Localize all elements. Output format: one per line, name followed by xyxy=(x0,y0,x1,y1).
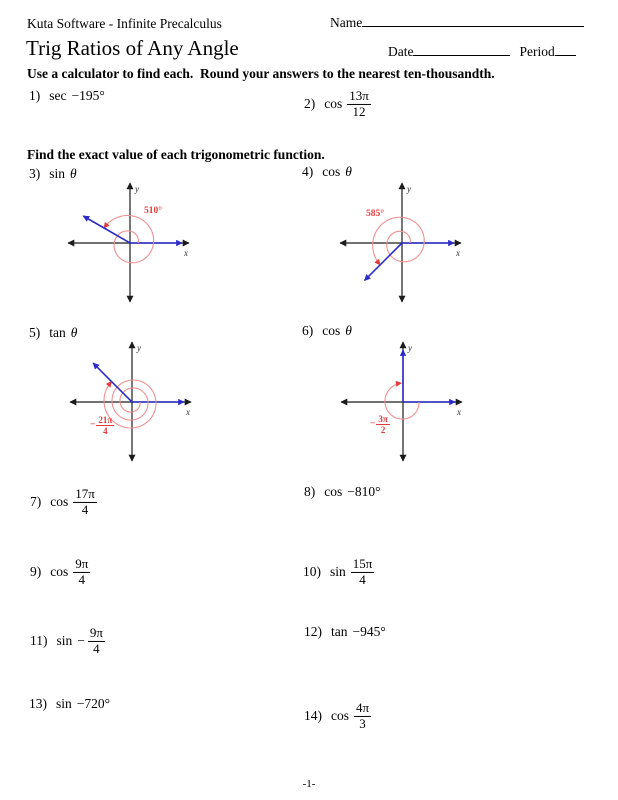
fraction-stack xyxy=(73,487,97,517)
problem-number: 6) xyxy=(302,323,314,338)
trig-function-name: tan xyxy=(49,325,66,340)
x-axis-label: x xyxy=(457,407,461,417)
argument-value: −945° xyxy=(352,624,386,639)
trig-function-name: cos xyxy=(324,96,343,111)
angle-diagram-3 xyxy=(64,179,194,307)
argument-value: θ xyxy=(345,323,352,338)
y-axis-label: y xyxy=(407,184,411,194)
fraction xyxy=(347,89,371,119)
fraction-denominator: 2 xyxy=(376,424,389,435)
trig-function-name: sin xyxy=(330,564,346,579)
name-field xyxy=(330,13,584,31)
date-label: Date xyxy=(388,44,414,59)
argument-value: 510° xyxy=(144,206,163,216)
fraction xyxy=(90,415,114,437)
problem-number: 3) xyxy=(29,166,41,181)
problem-1 xyxy=(29,88,105,104)
date-blank-line xyxy=(413,42,510,56)
date-period-field xyxy=(388,42,576,60)
argument-value: θ xyxy=(345,164,352,179)
rotation-spiral xyxy=(373,217,425,265)
rotation-spiral xyxy=(385,383,419,419)
minus-sign: − xyxy=(77,633,85,648)
problem-number: 9) xyxy=(30,564,42,579)
fraction-numerator: 15π xyxy=(352,555,373,571)
problem-number: 7) xyxy=(30,494,42,509)
fraction-stack xyxy=(96,415,114,437)
trig-function-name: sec xyxy=(49,88,67,103)
problem-number: 12) xyxy=(304,624,322,639)
trig-function-name: cos xyxy=(331,708,349,723)
problem-number: 13) xyxy=(29,696,47,711)
problem-number: 5) xyxy=(29,325,41,340)
problem-11 xyxy=(30,626,105,656)
fraction xyxy=(73,487,97,517)
y-axis-label: y xyxy=(137,343,141,353)
fraction xyxy=(370,414,390,436)
fraction-denominator: 3 xyxy=(354,716,371,732)
rotation-spiral xyxy=(104,215,154,262)
fraction-numerator: 13π xyxy=(349,87,369,103)
minus-sign: − xyxy=(90,420,96,431)
argument-value: −195° xyxy=(71,88,105,103)
problem-number: 4) xyxy=(302,164,314,179)
angle-diagram-4 xyxy=(336,179,466,307)
angle-diagram-svg xyxy=(336,179,466,307)
problem-12 xyxy=(304,624,386,640)
argument-value: θ xyxy=(70,166,77,181)
fraction xyxy=(354,701,371,731)
x-axis-label: x xyxy=(184,248,188,258)
fraction-numerator: 9π xyxy=(75,555,89,571)
angle-diagram-svg xyxy=(337,338,467,466)
problem-7 xyxy=(30,487,97,517)
name-blank-line xyxy=(362,13,584,27)
problem-number: 2) xyxy=(304,96,316,111)
worksheet-title: Trig Ratios of Any Angle xyxy=(26,36,239,60)
problem-10 xyxy=(303,557,374,587)
fraction-numerator: 21π xyxy=(98,415,113,425)
name-label: Name xyxy=(330,15,363,30)
problem-number: 10) xyxy=(303,564,321,579)
fraction xyxy=(73,557,90,587)
instruction-exact: Find the exact value of each trigonometric function. xyxy=(27,147,325,162)
problem-number: 11) xyxy=(30,633,48,648)
terminal-side-ray xyxy=(83,216,130,243)
terminal-side-ray xyxy=(365,243,402,280)
trig-function-name: tan xyxy=(331,624,348,639)
trig-function-name: cos xyxy=(50,494,69,509)
period-blank-line xyxy=(555,42,576,56)
angle-measure-label xyxy=(370,414,390,436)
trig-function-name: sin xyxy=(56,633,73,648)
trig-function-name: cos xyxy=(322,164,341,179)
argument-value: θ xyxy=(70,325,78,340)
page-number: -1- xyxy=(302,778,316,790)
angle-measure-label xyxy=(90,415,114,437)
problem-number: 8) xyxy=(304,484,316,499)
problem-6 xyxy=(302,323,352,339)
fraction-denominator: 4 xyxy=(73,502,97,518)
trig-function-name: cos xyxy=(322,323,341,338)
fraction-denominator: 4 xyxy=(96,425,114,436)
fraction-numerator: 4π xyxy=(356,699,370,715)
fraction-stack xyxy=(351,557,375,587)
fraction-stack xyxy=(376,414,389,436)
problem-13 xyxy=(29,696,110,712)
fraction-numerator: 17π xyxy=(75,485,95,501)
argument-value: −720° xyxy=(76,696,111,711)
problem-2 xyxy=(304,89,371,119)
fraction-stack xyxy=(73,557,90,587)
period-label: Period xyxy=(519,44,555,59)
instruction-calculator: Use a calculator to find each. Round your answers to the nearest ten-thousandth. xyxy=(27,66,495,81)
angle-diagram-svg xyxy=(64,179,194,307)
angle-diagram-5 xyxy=(66,338,196,466)
trig-function-name: cos xyxy=(50,564,69,579)
trig-function-name: sin xyxy=(56,696,72,711)
minus-sign: − xyxy=(370,419,376,430)
trig-function-name: cos xyxy=(324,484,343,499)
y-axis-label: y xyxy=(135,184,139,194)
fraction-numerator: 9π xyxy=(89,624,103,640)
fraction-stack xyxy=(354,701,371,731)
fraction-denominator: 4 xyxy=(351,572,375,588)
angle-diagram-svg xyxy=(66,338,196,466)
problem-number: 14) xyxy=(304,708,322,723)
argument-value: −810° xyxy=(347,484,381,499)
x-axis-label: x xyxy=(456,248,460,258)
y-axis-label: y xyxy=(408,343,412,353)
problem-14 xyxy=(304,701,371,731)
fraction-stack xyxy=(347,89,371,119)
fraction-denominator: 4 xyxy=(73,572,90,588)
fraction-numerator: 3π xyxy=(378,414,388,424)
problem-number: 1) xyxy=(29,88,41,103)
x-axis-label: x xyxy=(186,407,190,417)
fraction xyxy=(77,626,105,656)
problem-4 xyxy=(302,164,352,180)
publisher-line: Kuta Software - Infinite Precalculus xyxy=(27,16,222,31)
argument-value: 585° xyxy=(366,209,385,219)
problem-8 xyxy=(304,484,381,500)
fraction-denominator: 12 xyxy=(347,104,371,120)
problem-9 xyxy=(30,557,90,587)
fraction-stack xyxy=(88,626,105,656)
angle-diagram-6 xyxy=(337,338,467,466)
angle-measure-label xyxy=(144,207,162,217)
trig-function-name: sin xyxy=(49,166,66,181)
angle-measure-label xyxy=(366,210,384,220)
fraction-denominator: 4 xyxy=(88,641,105,657)
fraction xyxy=(351,557,375,587)
